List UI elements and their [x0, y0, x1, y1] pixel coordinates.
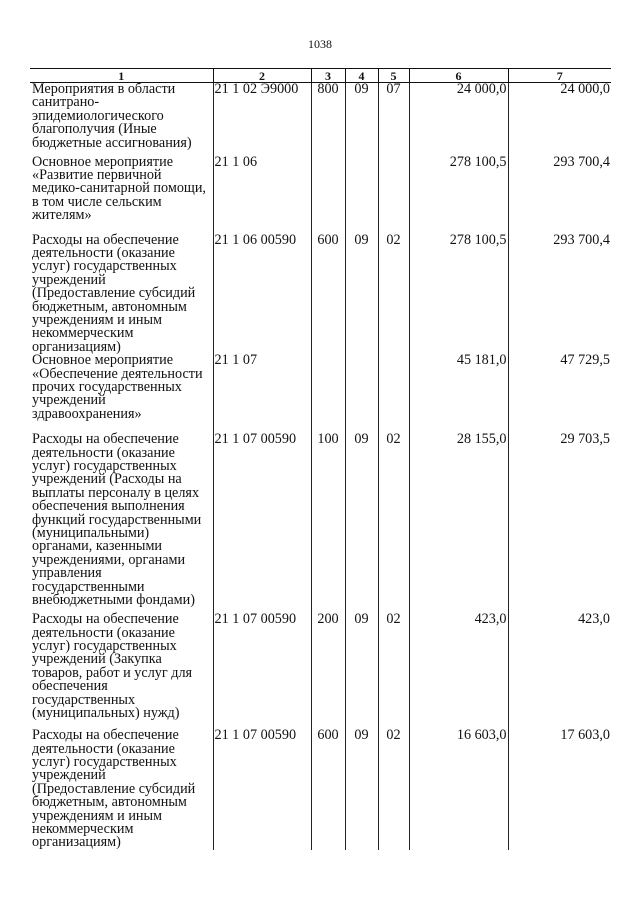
column-header: 4: [345, 69, 378, 83]
column-header: 6: [409, 69, 508, 83]
row-amount-2: 29 703,5: [508, 433, 611, 613]
row-code: 21 1 06: [213, 156, 311, 234]
row-name: Основное мероприятие «Развитие первичной медико-санитарной помощи, в том числе сельским жителям»: [32, 153, 206, 224]
row-code: 21 1 06 00590: [213, 234, 311, 355]
row-rz: [345, 354, 378, 433]
column-header: 7: [508, 69, 611, 83]
row-name: Мероприятия в области санитрано-эпидемиологического благополучия (Иные бюджетные ассигнования): [32, 81, 192, 151]
row-code: 21 1 02 Э9000: [213, 83, 311, 156]
page-number: 1038: [308, 37, 332, 51]
row-amount-1: 278 100,5: [409, 156, 508, 234]
budget-table: [30, 68, 611, 850]
column-header: 5: [378, 69, 409, 83]
row-name: Расходы на обеспечение деятельности (оказание услуг) государственных учреждений (Закупка товаров, работ и услуг для обеспечения государственных (муниципальных) нужд): [32, 611, 193, 721]
table-row: [30, 354, 611, 433]
row-vr: 200: [311, 613, 345, 729]
row-rz: [345, 156, 378, 234]
column-header: 2: [213, 69, 311, 83]
row-rz: 09: [345, 613, 378, 729]
table-row: [30, 613, 611, 729]
row-pr: [378, 156, 409, 234]
row-amount-1: 24 000,0: [409, 83, 508, 156]
row-amount-2: 293 700,4: [508, 156, 611, 234]
row-amount-1: 16 603,0: [409, 729, 508, 850]
row-rz: 09: [345, 83, 378, 156]
table-row: [30, 234, 611, 355]
row-amount-2: 423,0: [508, 613, 611, 729]
row-rz: 09: [345, 433, 378, 613]
row-code: 21 1 07 00590: [213, 433, 311, 613]
column-header: 3: [311, 69, 345, 83]
table-row: [30, 83, 611, 156]
row-amount-2: 47 729,5: [508, 354, 611, 433]
row-name: Расходы на обеспечение деятельности (оказание услуг) государственных учреждений (Расходы на выплаты персоналу в целях обеспечения выполнения функций государственными (муниципальными) органами, казенными учреждениями, органами управления государственными внебюджетными фондами): [32, 431, 202, 609]
row-amount-1: 423,0: [409, 613, 508, 729]
table-row: [30, 729, 611, 850]
table-row: [30, 156, 611, 234]
row-vr: [311, 156, 345, 234]
row-pr: 02: [378, 729, 409, 850]
row-pr: 07: [378, 83, 409, 156]
row-amount-1: 28 155,0: [409, 433, 508, 613]
row-name: Расходы на обеспечение деятельности (оказание услуг) государственных учреждений (Предоставление субсидий бюджетным, автономным учреждениям и иным некоммерческим организациям): [32, 727, 196, 851]
row-vr: 800: [311, 83, 345, 156]
row-vr: 600: [311, 729, 345, 850]
row-code: 21 1 07: [213, 354, 311, 433]
row-rz: 09: [345, 729, 378, 850]
row-amount-2: 293 700,4: [508, 234, 611, 355]
row-amount-1: 45 181,0: [409, 354, 508, 433]
row-code: 21 1 07 00590: [213, 613, 311, 729]
table-row: [30, 433, 611, 613]
row-name: Расходы на обеспечение деятельности (оказание услуг) государственных учреждений (Предоставление субсидий бюджетным, автономным учреждениям и иным некоммерческим организациям): [32, 231, 196, 355]
row-vr: [311, 354, 345, 433]
row-amount-2: 17 603,0: [508, 729, 611, 850]
row-amount-1: 278 100,5: [409, 234, 508, 355]
row-rz: 09: [345, 234, 378, 355]
column-header: 1: [30, 69, 213, 83]
row-amount-2: 24 000,0: [508, 83, 611, 156]
row-name: Основное мероприятие «Обеспечение деятельности прочих государственных учреждений здравоохранения»: [32, 352, 203, 422]
row-code: 21 1 07 00590: [213, 729, 311, 850]
row-vr: 600: [311, 234, 345, 355]
row-pr: 02: [378, 433, 409, 613]
row-pr: 02: [378, 613, 409, 729]
row-pr: 02: [378, 234, 409, 355]
row-pr: [378, 354, 409, 433]
row-vr: 100: [311, 433, 345, 613]
